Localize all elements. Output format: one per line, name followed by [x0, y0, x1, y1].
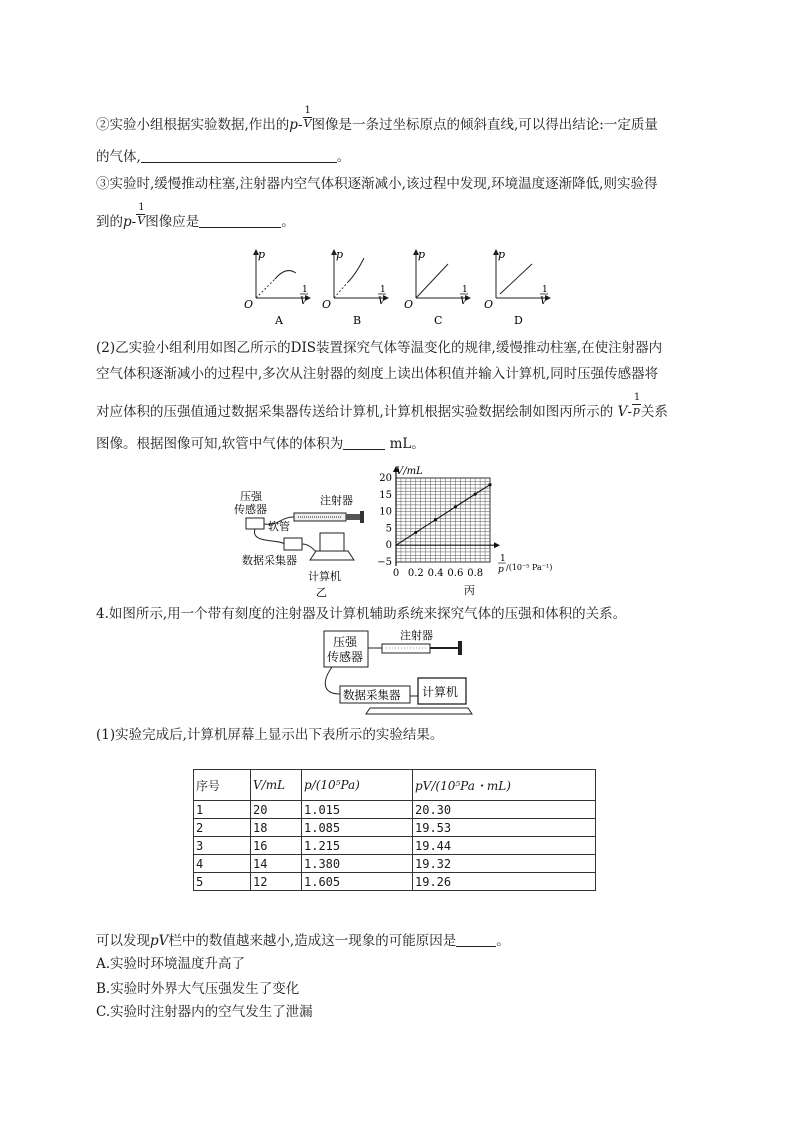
svg-text:O: O	[404, 298, 414, 311]
x-tick-label: 0	[392, 568, 400, 579]
q3-item2-line1: ②实验小组根据实验数据,作出的p- $\frac{1}{V}$ 图像是一条过坐标原点的倾斜直线,可以得出结论:一定质量	[96, 105, 658, 133]
col-pv: pV/(10⁵Pa・mL)	[413, 770, 596, 801]
y-tick-label: 15	[379, 489, 392, 501]
figure-q4-apparatus	[320, 626, 480, 722]
table-row: 1 20 1.015 20.30	[194, 801, 596, 819]
label-syringe: 注射器	[320, 494, 353, 507]
col-index: 序号	[194, 770, 251, 801]
graph-c	[404, 248, 470, 327]
svg-text:p: p	[418, 248, 426, 261]
y-tick-label: 20	[379, 473, 392, 484]
q4-intro: 4.如图所示,用一个带有刻度的注射器及计算机辅助系统来探究气体的压强和体积的关系。	[96, 606, 627, 622]
fraction-1-over-v: $\frac{1}{V}$	[137, 202, 146, 227]
q3-part2-line4: 图像。根据图像可知,软管中气体的体积为 mL。	[96, 436, 425, 452]
label-computer: 计算机	[308, 570, 341, 583]
svg-text:1: 1	[500, 554, 506, 564]
answer-blank[interactable]	[456, 934, 496, 947]
chart-xlabel-unit: /(10⁻⁵ Pa⁻¹)	[506, 563, 553, 572]
label-syringe: 注射器	[400, 629, 433, 642]
svg-text:V: V	[540, 296, 548, 307]
figure-bing-chart	[370, 460, 570, 600]
svg-text:1: 1	[380, 285, 386, 295]
option-b[interactable]: B.实验时外界大气压强发生了变化	[96, 981, 300, 997]
graph-a	[244, 248, 310, 327]
y-tick-label: −5	[377, 557, 392, 568]
y-tick-label: 0	[385, 540, 392, 552]
table-row: 5 12 1.605 19.26	[194, 873, 596, 891]
option-graphs	[238, 246, 558, 332]
graph-label-c: C	[434, 314, 443, 327]
label-collector: 数据采集器	[343, 688, 401, 702]
svg-text:传感器: 传感器	[234, 503, 267, 516]
data-point	[474, 493, 477, 496]
svg-text:V: V	[300, 296, 308, 307]
svg-text:O: O	[484, 298, 494, 311]
q3-part2-line3: 对应体积的压强值通过数据采集器传送给计算机,计算机根据实验数据绘制如图丙所示的 V- $\frac{1}{p}$ 关系	[96, 392, 668, 420]
caption-yi: 乙	[316, 586, 327, 599]
svg-text:1: 1	[302, 285, 308, 295]
svg-text:V: V	[460, 296, 468, 307]
q4-question: 可以发现pV栏中的数值越来越小,造成这一现象的可能原因是 。	[96, 933, 510, 949]
fraction-1-over-p: $\frac{1}{p}$	[632, 392, 641, 417]
graph-label-a: A	[275, 314, 283, 327]
data-point	[434, 518, 437, 521]
table-row: 2 18 1.085 19.53	[194, 819, 596, 837]
svg-text:1: 1	[542, 285, 548, 295]
figure-yi-apparatus	[230, 484, 380, 600]
svg-text:p: p	[498, 565, 504, 575]
axis-label-p: p	[258, 248, 266, 261]
x-tick-label: 0.8	[467, 568, 484, 579]
graph-d	[484, 248, 550, 327]
origin-label: O	[244, 298, 254, 311]
y-tick-label: 10	[379, 506, 392, 518]
q4-part1: (1)实验完成后,计算机屏幕上显示出下表所示的实验结果。	[96, 727, 444, 743]
svg-text:p: p	[336, 248, 344, 261]
q3-item3-line1: ③实验时,缓慢推动柱塞,注射器内空气体积逐渐减小,该过程中发现,环境温度逐渐降低,则实验得	[96, 176, 658, 192]
svg-text:p: p	[498, 248, 506, 261]
data-point	[414, 531, 417, 534]
table-row: 4 14 1.380 19.32	[194, 855, 596, 873]
svg-text:V: V	[378, 296, 386, 307]
option-c[interactable]: C.实验时注射器内的空气发生了泄漏	[96, 1004, 313, 1020]
x-tick-label: 0.2	[407, 568, 424, 579]
chart-plot-frame	[396, 478, 490, 562]
answer-blank[interactable]	[199, 215, 281, 228]
fraction-1-over-v: $\frac{1}{V}$	[303, 105, 312, 130]
graph-label-b: B	[353, 314, 362, 327]
caption-bing: 丙	[464, 584, 475, 597]
results-table	[193, 769, 596, 891]
chart-ylabel: V/mL	[396, 466, 423, 477]
q3-item2-line2: 的气体, 。	[96, 149, 351, 165]
chart-grid	[396, 478, 490, 562]
svg-text:传感器: 传感器	[327, 650, 364, 664]
table-header-row	[194, 770, 596, 801]
x-tick-label: 0.4	[427, 568, 444, 579]
label-pressure-sensor: 压强	[333, 635, 358, 649]
col-volume: V/mL	[251, 770, 302, 801]
q3-part2-line1: (2)乙实验小组利用如图乙所示的DIS装置探究气体等温变化的规律,缓慢推动柱塞,在使注射器内	[96, 340, 663, 356]
answer-blank[interactable]	[343, 437, 385, 450]
table-row: 3 16 1.215 19.44	[194, 837, 596, 855]
answer-blank[interactable]	[141, 150, 337, 163]
svg-text:O: O	[322, 298, 332, 311]
option-a[interactable]: A.实验时环境温度升高了	[96, 956, 246, 972]
q3-part2-line2: 空气体积逐渐减小的过程中,多次从注射器的刻度上读出体积值并输入计算机,同时压强传感器将	[96, 366, 659, 382]
graph-b	[322, 248, 388, 327]
label-computer: 计算机	[422, 685, 459, 699]
label-pressure-sensor: 压强	[240, 490, 262, 503]
x-tick-label: 0.6	[447, 568, 464, 579]
q3-item3-line2: 到的p- $\frac{1}{V}$ 图像应是 。	[96, 202, 295, 230]
label-collector: 数据采集器	[242, 554, 297, 567]
x-axis-arrow	[494, 542, 500, 548]
label-hose: 软管	[268, 520, 290, 533]
data-point	[488, 483, 491, 486]
data-point	[454, 505, 457, 508]
graph-label-d: D	[514, 314, 523, 327]
svg-text:1: 1	[462, 285, 468, 295]
y-tick-label: 5	[385, 523, 392, 535]
col-pressure: p/(10⁵Pa)	[302, 770, 413, 801]
